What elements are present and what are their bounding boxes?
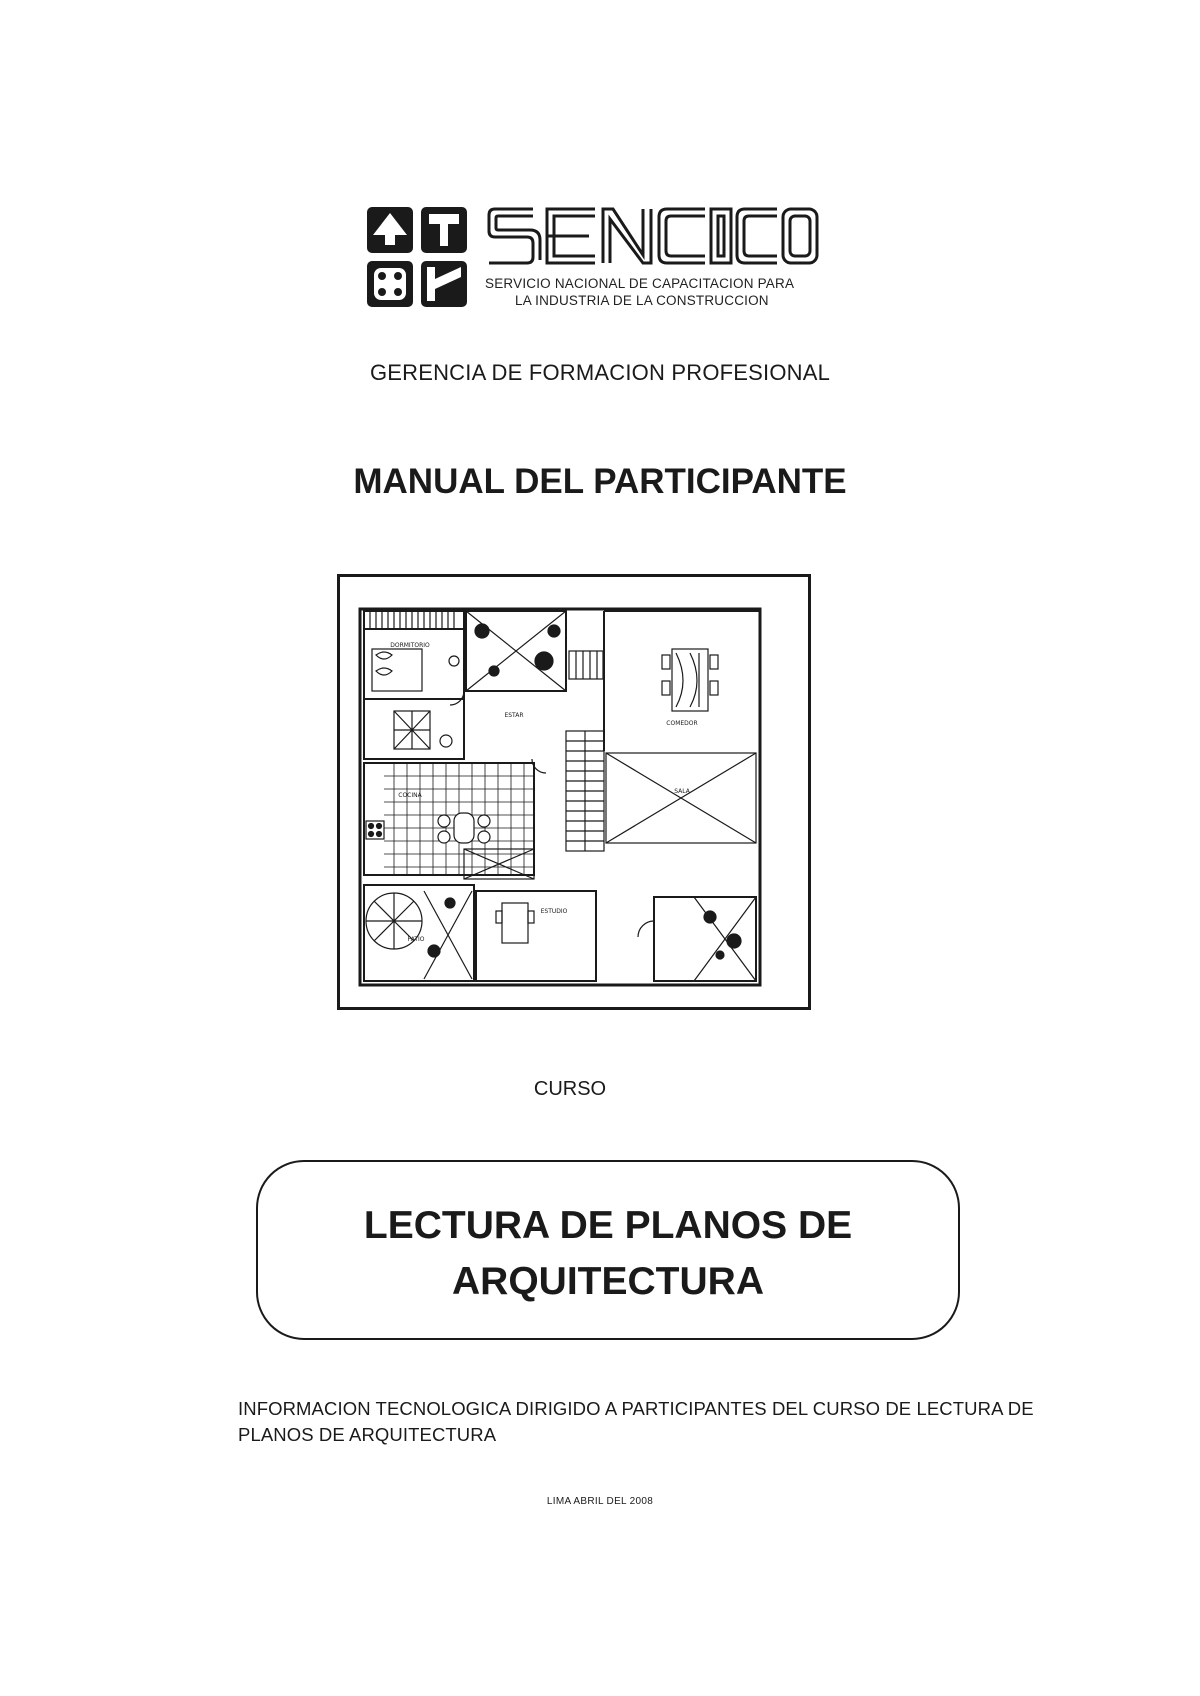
manual-title: MANUAL DEL PARTICIPANTE [353,462,847,501]
plan-label-estar: ESTAR [504,712,524,719]
logo-subtitle-line1: SERVICIO NACIONAL DE CAPACITACION PARA [485,276,795,291]
course-title-line1: LECTURA DE PLANOS DE [363,1204,853,1247]
floor-plan-icon [354,591,794,991]
sencico-wordmark-icon [485,205,820,267]
plan-label-cocina: COCINA [398,792,422,799]
plan-label-dormitorio: DORMITORIO [390,642,430,649]
course-title-line2: ARQUITECTURA [452,1260,764,1303]
plan-label-sala: SALA [674,788,690,795]
course-title [258,1198,958,1310]
plan-label-estudio: ESTUDIO [540,908,568,915]
course-label: CURSO [533,1078,607,1100]
floor-plan-frame [337,574,811,1010]
sencico-emblem-icon [365,205,470,310]
logo-subtitle-line2: LA INDUSTRIA DE LA CONSTRUCCION [515,293,769,308]
sencico-logo [365,205,825,315]
plan-label-comedor: COMEDOR [666,720,698,727]
department-heading: GERENCIA DE FORMACION PROFESIONAL [369,360,831,385]
course-title-box [256,1160,960,1340]
info-paragraph: INFORMACION TECNOLOGICA DIRIGIDO A PARTICIPANTES DEL CURSO DE LECTURA DE PLANOS DE ARQUITECTURA [238,1398,1034,1445]
plan-label-patio: PATIO [407,936,425,943]
date-line: LIMA ABRIL DEL 2008 [546,1496,654,1507]
